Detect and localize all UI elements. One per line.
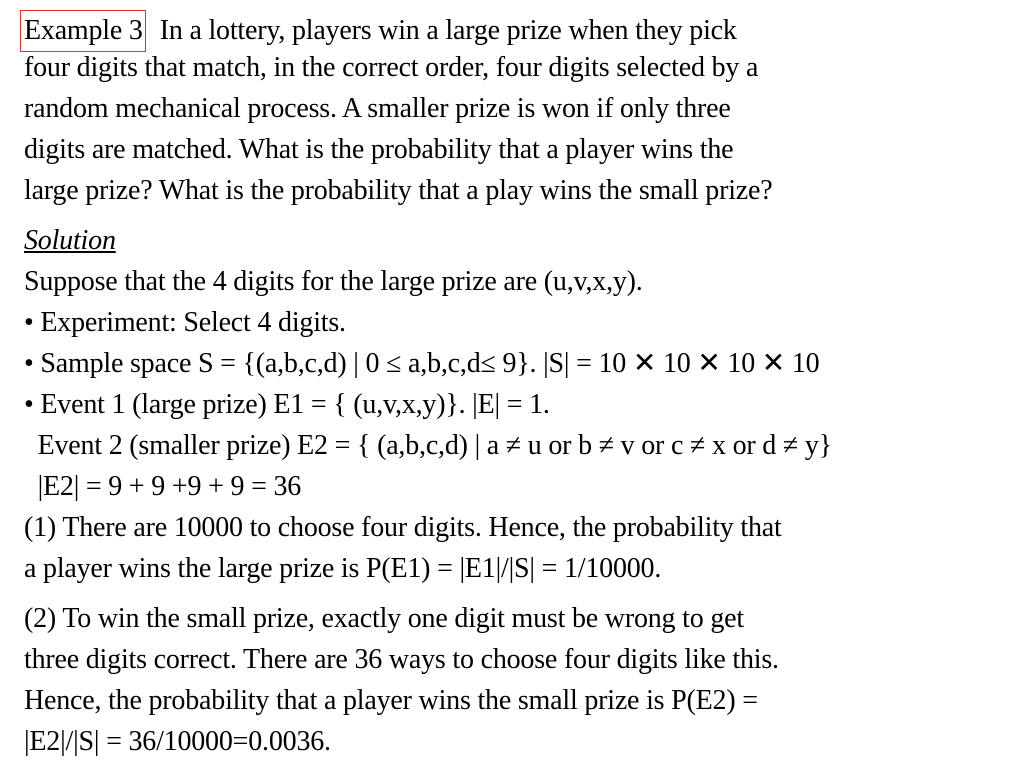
solution-line-5: Event 2 (smaller prize) E2 = { (a,b,c,d) | a ≠ u or b ≠ v or c ≠ x or d ≠ y} [24,430,832,461]
solution-line-2: • Experiment: Select 4 digits. [24,307,346,338]
example-tag: Example 3 [20,10,146,52]
part1-line-1: (1) There are 10000 to choose four digits. Hence, the probability that [24,512,782,543]
question-line-4: digits are matched. What is the probability that a player wins the [24,134,734,165]
question-line-5: large prize? What is the probability that a play wins the small prize? [24,175,773,206]
solution-heading: Solution [24,225,116,256]
question-text: In a lottery, players win a large prize when they pick [159,15,737,46]
part1-line-2: a player wins the large prize is P(E1) = |E1|/|S| = 1/10000. [24,553,662,584]
question-line-2: four digits that match, in the correct order, four digits selected by a [24,52,759,83]
question-line-3: random mechanical process. A smaller prize is won if only three [24,93,731,124]
solution-line-3: • Sample space S = {(a,b,c,d) | 0 ≤ a,b,c,d≤ 9}. |S| = 10 ✕ 10 ✕ 10 ✕ 10 [24,348,820,379]
part2-line-3: Hence, the probability that a player wins the small prize is P(E2) = [24,685,758,716]
part2-line-2: three digits correct. There are 36 ways to choose four digits like this. [24,644,779,675]
solution-line-1: Suppose that the 4 digits for the large prize are (u,v,x,y). [24,266,643,297]
part2-line-4: |E2|/|S| = 36/10000=0.0036. [24,726,331,757]
solution-line-6: |E2| = 9 + 9 +9 + 9 = 36 [24,471,302,502]
part2-line-1: (2) To win the small prize, exactly one digit must be wrong to get [24,603,744,634]
question-line-1 [24,10,737,52]
solution-line-4: • Event 1 (large prize) E1 = { (u,v,x,y)}. |E| = 1. [24,389,550,420]
